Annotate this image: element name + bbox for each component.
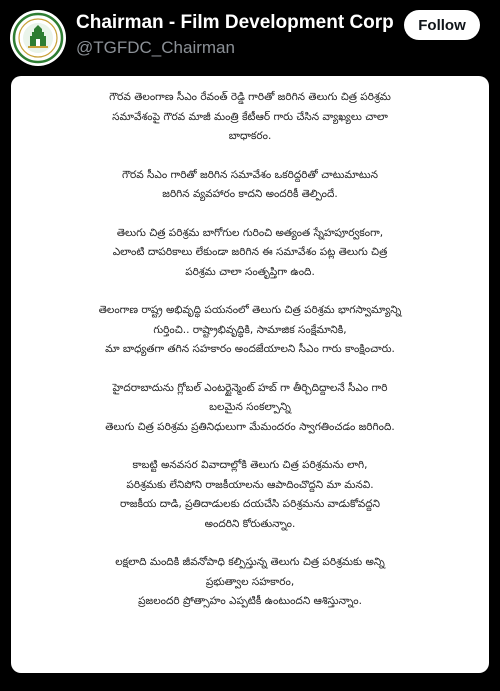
follow-button[interactable]: Follow [404,10,480,40]
statement-paragraph [11,379,489,438]
statement-line: తెలుగు చిత్ర పరిశ్రమ బాగోగుల గురించి అత్యంత స్నేహపూర్వకంగా, [116,226,384,239]
statement-line: తెలంగాణ రాష్ట్ర అభివృద్ధి పయనంలో తెలుగు చిత్ర పరిశ్రమ భాగస్వామ్యాన్ని [98,304,402,316]
statement-line: గౌరవ సీఎం గారితో జరిగిన సమావేశం ఒకరిద్దరితో చాటుమాటున [121,168,379,181]
statement-text [11,88,489,631]
tweet-header [0,0,500,72]
avatar[interactable] [10,10,66,66]
statement-line: జరిగిన వ్యవహారం కాదని అందరికీ తెల్పిందే. [162,188,338,200]
display-name[interactable]: Chairman - Film Development Corp [76,12,394,33]
statement-line: ప్రభుత్వాల సహకారం, [205,575,295,588]
statement-line: పరిశ్రమకు లేనిపోని రాజకీయాలను ఆపాదించొద్దని మా మనవి. [126,478,374,491]
statement-paragraph [11,553,489,612]
statement-line: గుర్తించి.. రాష్ట్రాభివృద్ధికి, సామాజిక సంక్షేమానికి, [153,323,347,336]
statement-line: లక్షలాది మందికి జీవనోపాధి కల్పిస్తున్న తెలుగు చిత్ర పరిశ్రమకు అన్ని [115,556,385,568]
statement-line: పరిశ్రమ చాలా సంతృప్తిగా ఉంది. [185,265,315,278]
statement-line: బలమైన సంకల్పాన్ని [209,401,291,413]
statement-line: కాబట్టి అనవసర వివాదాల్లోకి తెలుగు చిత్ర పరిశ్రమను లాగి, [132,459,368,471]
statement-line: ప్రజలందరి ప్రోత్సాహం ఎప్పటికీ ఉంటుందని ఆశిస్తున్నాం. [138,595,362,607]
statement-line: మా బాధ్యతగా తగిన సహకారం అందజేయాలని సీఎం గారు కాంక్షించారు. [105,343,395,355]
statement-line: తెలుగు చిత్ర పరిశ్రమ ప్రతినిధులుగా మేమందరం స్వాగతించడం జరిగింది. [105,420,395,433]
statement-image[interactable] [11,76,489,673]
statement-paragraph [11,88,489,147]
user-handle[interactable]: @TGFDC_Chairman [76,38,235,57]
government-emblem-icon [12,12,64,64]
statement-paragraph [11,456,489,534]
statement-line: అందరిని కోరుతున్నాం. [204,517,296,530]
statement-paragraph [11,166,489,205]
statement-line: హైదరాబాదును గ్లోబల్ ఎంటర్టైన్మెంట్ హబ్ గా తీర్చిదిద్దాలనే సీఎం గారి [112,381,388,394]
statement-line: ఎలాంటి దాపరికాలు లేకుండా జరిగిన ఈ సమావేశం పట్ల తెలుగు చిత్ర [112,246,388,258]
statement-line: బాధాకరం. [228,130,272,142]
statement-line: రాజకీయ దాడి, ప్రతిదాడులకు దయచేసి పరిశ్రమను వాడుకోవద్దని [119,498,381,510]
statement-line: సమావేశంపై గౌరవ మాజీ మంత్రి కేటీఆర్ గారు చేసిన వ్యాఖ్యలు చాలా [112,110,388,123]
statement-line: గౌరవ తెలంగాణ సీఎం రేవంత్ రెడ్డి గారితో జరిగిన తెలుగు చిత్ర పరిశ్రమ [109,91,391,103]
statement-paragraph [11,224,489,283]
statement-paragraph [11,301,489,360]
